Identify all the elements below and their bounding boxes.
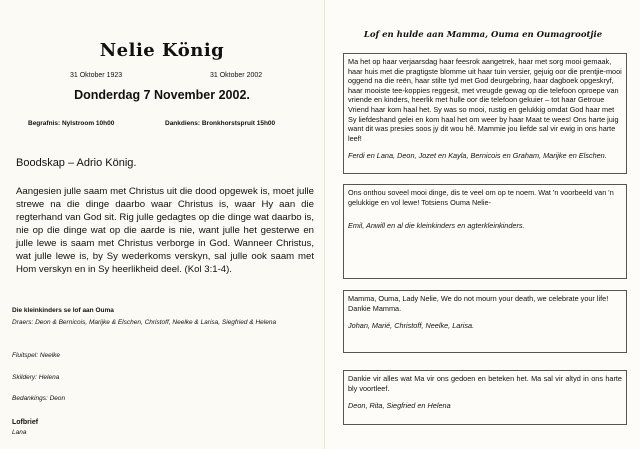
- tribute-signature: Ferdi en Lana, Deon, Jozet en Kayla, Bernicois en Graham, Marijke en Elschen.: [348, 151, 607, 161]
- tribute-text: Ma het op haar verjaarsdag haar feesrok aangetrek, haar met sorg mooi gemaak, haar huis met die pragtigste blomme uit haar tuin versier, gejuig oor die prentjie-mooi oggend na die reën, haar stilte tyd met God deurgebring, haar dagboek opgeskryf, haar mooiste tee-koppies reggesit, met vreugde gewag op die telefoon oproepe van vriende en kinders, heerlik met hulle oor die telefoon gekuier – tot haar Getroue Vriend haar kom haal het. Sy was so mooi, rustig en gelukkig omdat God haar met Sy liefdeshand gelei en kom haal het om weer by haar Maat te wees! Ons harte juig want dit was presies soos jy dit wou hê. Mammie jou liefde sal vir ewig in ons harte leef!: [348, 57, 622, 143]
- death-date: 31 Oktober 2002: [210, 72, 263, 79]
- praise-letter-label: Lofbrief: [12, 419, 39, 426]
- tribute-signature: Johan, Marié, Christoff, Neelke, Larisa.: [348, 321, 475, 331]
- tribute-box: [343, 53, 627, 174]
- funeral-date: Donderdag 7 November 2002.: [74, 88, 250, 102]
- tribute-signature: Deon, Rita, Siegfried en Helena: [348, 401, 451, 411]
- right-page: [324, 0, 640, 449]
- tribute-text: Dankie vir alles wat Ma vir ons gedoen en beteken het. Ma sal vir altyd in ons harte bly voortleef.: [348, 374, 622, 393]
- painting-credit: Skildery: Helena: [12, 374, 60, 381]
- message-body: Aangesien julle saam met Christus uit die dood opgewek is, moet julle strewe na die dinge daarbo waar Christus is, waar Hy aan die regterhand van God sit. Rig julle gedagtes op die dinge wat daarbo is, nie op die dinge wat op die aarde is nie, want julle het gesterwe en julle lewe is saam met Christus verborge in God. Wanneer Christus, wat julle lewe is, by Sy wederkoms verskyn, sal julle ook saam met Hom verskyn en in Sy heerlikheid deel. (Kol 3:1-4).: [16, 186, 314, 275]
- bearers-list: Draers: Deon & Bernicois, Marijke & Elschen, Christoff, Neelke & Larisa, Siegfried & Helena: [12, 319, 277, 326]
- tribute-box: [343, 290, 627, 353]
- birth-date: 31 Oktober 1923: [70, 72, 123, 79]
- thanks-service-info: Dankdiens: Bronkhorstspruit 15h00: [165, 120, 276, 127]
- grandchildren-heading: Die kleinkinders se lof aan Ouma: [12, 307, 114, 314]
- tribute-title: Lof en hulde aan Mamma, Ouma en Oumagrootjie: [363, 30, 603, 40]
- flutist: Fluitspel: Neelke: [12, 352, 61, 359]
- acknowledgements: Bedankings: Deon: [12, 395, 66, 402]
- message-title: Boodskap – Adrio König.: [16, 157, 137, 169]
- tribute-signature: Emil, Anwill en al die kleinkinders en agterkleinkinders.: [348, 221, 525, 231]
- tribute-text: Ons onthou soveel mooi dinge, dis te veel om op te noem. Wat 'n voorbeeld van 'n gelukkige en vol lewe! Totsiens Ouma Nelie-: [348, 188, 614, 207]
- praise-letter-author: Lana: [12, 429, 27, 436]
- deceased-name: Nelie König: [99, 40, 225, 61]
- tribute-text: Mamma, Ouma, Lady Nelie, We do not mourn your death, we celebrate your life! Dankie Mamma.: [348, 294, 609, 313]
- tribute-box: [343, 184, 627, 279]
- tribute-box: [343, 370, 627, 425]
- burial-info: Begrafnis: Nylstroom 10h00: [28, 120, 115, 127]
